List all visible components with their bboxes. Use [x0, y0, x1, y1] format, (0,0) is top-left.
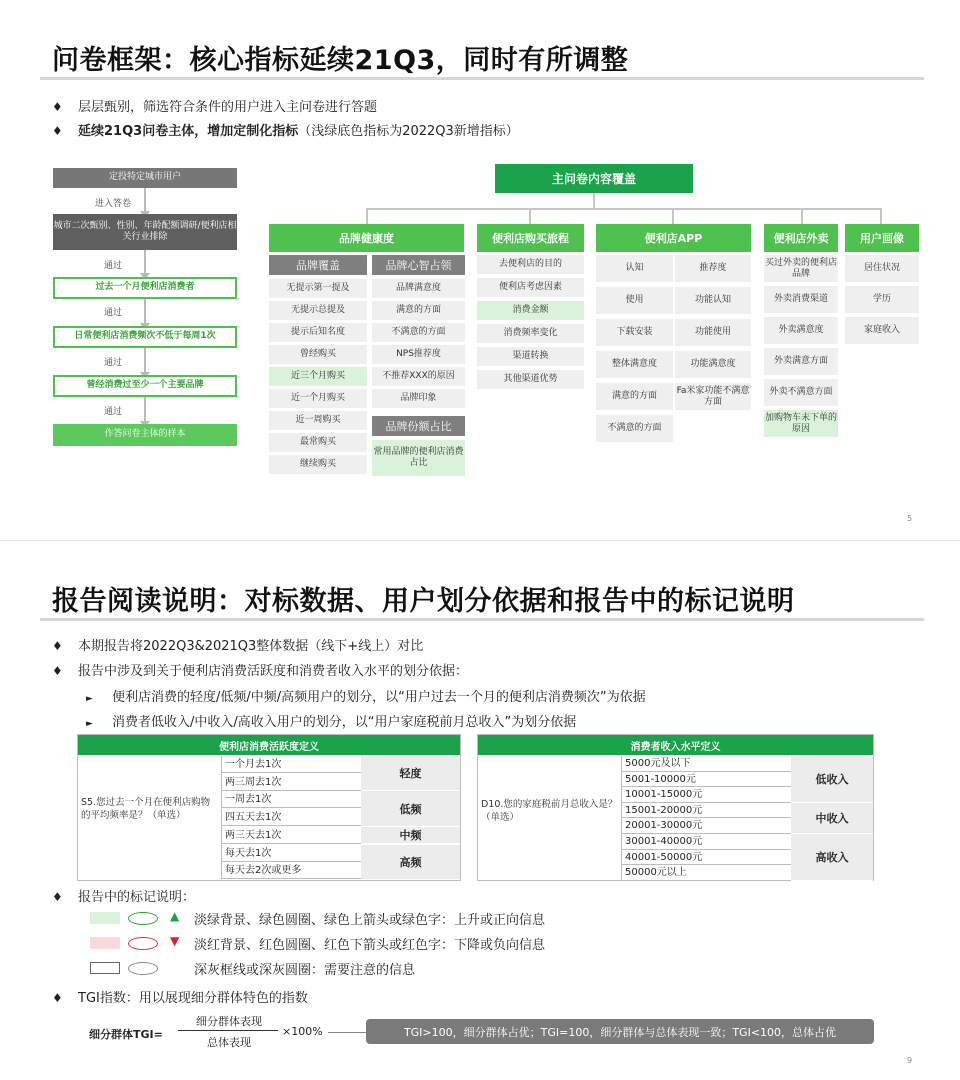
tree-cell: 学历: [845, 286, 919, 313]
flow-step-past-month: 过去一个月便利店消费者: [53, 277, 237, 299]
legend-background-swatch: [90, 962, 120, 974]
page-number: 9: [907, 1056, 913, 1065]
table-activity-definition: [77, 734, 461, 881]
tree-cell: 不满意的方面: [372, 323, 465, 342]
flow-label: 进入答卷: [94, 199, 131, 209]
flow-step-weekly-frequency: 日常便利店消费频次不低于每周1次: [53, 326, 237, 348]
diamond-bullet-icon: ♦: [52, 664, 63, 678]
table-row: 50000元以上: [621, 865, 791, 881]
tree-cell: 认知: [596, 255, 673, 282]
table-header: 消费者收入水平定义: [478, 735, 873, 755]
table-row: 10001-15000元: [621, 787, 791, 803]
tgi-lhs: 细分群体TGI=: [89, 1028, 163, 1041]
diamond-bullet-icon: ♦: [52, 100, 63, 114]
tgi-note-box: TGI>100，细分群体占优；TGI=100，细分群体与总体表现一致；TGI<100，总体占优: [366, 1019, 874, 1044]
table-group-label: 低收入: [791, 756, 873, 803]
tree-cell: 功能使用: [675, 319, 751, 346]
down-arrow-icon: ▼: [170, 934, 180, 948]
tree-cell: 近三个月购买: [269, 367, 367, 386]
bullet-markers: [52, 886, 195, 905]
table-group-label: 高收入: [791, 834, 873, 881]
diamond-bullet-icon: ♦: [52, 890, 63, 904]
tree-cell: 功能认知: [675, 287, 751, 314]
legend-circle-icon: [128, 937, 158, 950]
tree-cell: 品牌满意度: [372, 279, 465, 298]
flow-step-final-sample: 作答问卷主体的样本: [53, 424, 237, 446]
slide-title: 报告阅读说明：对标数据、用户划分依据和报告中的标记说明: [52, 586, 795, 617]
tree-cell: 其他渠道优势: [477, 370, 584, 389]
table-group-label: 中频: [361, 827, 460, 845]
tree-cell: 外卖不满意方面: [764, 379, 838, 406]
page-number: 5: [907, 514, 913, 523]
bullet-note-text: （浅绿底色指标为2022Q3新增指标）: [298, 124, 519, 139]
category-brand-health: 品牌健康度: [269, 224, 464, 252]
tree-cell: 功能满意度: [675, 351, 751, 378]
legend-text: 深灰框线或深灰圆圈：需要注意的信息: [194, 963, 416, 978]
tree-connector: [672, 208, 674, 224]
table-question: D10.您的家庭税前月总收入是？（单选）: [481, 799, 618, 823]
tree-cell: 提示后知名度: [269, 323, 367, 342]
diamond-bullet-icon: ♦: [52, 991, 63, 1005]
category-purchase-journey: 便利店购买旅程: [477, 224, 584, 252]
flow-step-screening: 城市二次甄别、性别、年龄配额调研/便利店相关行业排除: [53, 214, 237, 250]
table-row: 40001-50000元: [621, 850, 791, 866]
table-row: 每天去1次: [221, 845, 361, 862]
tree-cell: NPS推荐度: [372, 345, 465, 364]
tree-cell: 渠道转换: [477, 347, 584, 366]
sub-bullet-frequency: [86, 686, 646, 705]
table-group-label: 低频: [361, 791, 460, 826]
tree-cell: 继续购买: [269, 455, 367, 474]
table-row: 20001-30000元: [621, 818, 791, 834]
table-header: 便利店消费活跃度定义: [78, 735, 460, 755]
flow-label: 通过: [103, 358, 122, 368]
tree-cell: 居住状况: [845, 255, 919, 282]
diamond-bullet-icon: ♦: [52, 639, 63, 653]
flow-label: 通过: [103, 407, 122, 417]
legend-text: 淡红背景、红色圆圈、红色下箭头或红色字：下降或负向信息: [194, 938, 546, 953]
cell-brand-share: 常用品牌的便利店消费占比: [372, 440, 465, 476]
tree-cell: 外卖满意方面: [764, 348, 838, 375]
category-user-profile: 用户画像: [845, 224, 919, 252]
legend-background-swatch: [90, 937, 120, 949]
tgi-denominator: 总体表现: [207, 1036, 251, 1049]
tree-cell: 不满意的方面: [596, 415, 673, 442]
legend-background-swatch: [90, 912, 120, 924]
table-row: 四五天去1次: [221, 809, 361, 826]
bullet-text: TGI指数：用以展现细分群体特色的指数: [78, 991, 308, 1006]
table-income-definition: [477, 734, 874, 881]
category-delivery: 便利店外卖: [764, 224, 838, 252]
table-row: 30001-40000元: [621, 834, 791, 850]
tree-root-box: 主问卷内容覆盖: [495, 164, 693, 193]
tree-cell: 近一个月购买: [269, 389, 367, 408]
table-row: 5001-10000元: [621, 772, 791, 788]
table-row: 15001-20000元: [621, 803, 791, 819]
flow-label: 通过: [103, 261, 122, 271]
bullet-text: 本期报告将2022Q3&2021Q3整体数据（线下+线上）对比: [78, 639, 424, 654]
bullet-screening: [52, 96, 377, 115]
tree-cell: 曾经购买: [269, 345, 367, 364]
table-group-label: 轻度: [361, 756, 460, 791]
tree-cell: 外卖满意度: [764, 317, 838, 344]
up-arrow-icon: ▲: [170, 909, 180, 923]
tree-cell: 不推荐XXX的原因: [372, 367, 465, 386]
title-divider: [40, 618, 924, 621]
tree-connector: [801, 208, 803, 224]
tree-cell: 消费金额: [477, 301, 584, 320]
tree-cell: 使用: [596, 287, 673, 314]
tree-connector: [366, 208, 368, 224]
bullet-text: 报告中涉及到关于便利店消费活跃度和消费者收入水平的划分依据：: [78, 664, 469, 679]
tree-cell: 近一周购买: [269, 411, 367, 430]
table-row: 一周去1次: [221, 791, 361, 808]
table-row: 5000元及以下: [621, 756, 791, 772]
bullet-comparison: [52, 635, 423, 654]
sub-bullet-income: [86, 711, 576, 730]
tree-cell: Fa米家功能不满意方面: [675, 383, 751, 410]
tree-cell: 消费频率变化: [477, 324, 584, 343]
tree-connector: [593, 193, 595, 209]
subheading-brand-coverage: 品牌覆盖: [269, 255, 367, 275]
triangle-bullet-icon: ►: [86, 719, 93, 729]
category-app: 便利店APP: [596, 224, 751, 252]
tree-connector: [880, 208, 882, 224]
bullet-text: 层层甄别，筛选符合条件的用户进入主问卷进行答题: [78, 100, 378, 115]
subheading-brand-share: 品牌份额占比: [372, 416, 465, 436]
sub-bullet-text: 消费者低收入/中收入/高收入用户的划分，以“用户家庭税前月总收入”为划分依据: [112, 715, 577, 730]
tree-cell: 无提示第一提及: [269, 279, 367, 298]
tree-cell: 推荐度: [675, 255, 751, 282]
tree-cell: 买过外卖的便利店品牌: [764, 255, 838, 282]
tree-cell: 下载安装: [596, 319, 673, 346]
title-divider: [40, 77, 924, 80]
tree-cell: 整体满意度: [596, 351, 673, 378]
bullet-segmentation: [52, 660, 468, 679]
flow-step-main-brand: 曾经消费过至少一个主要品牌: [53, 375, 237, 397]
tgi-numerator: 细分群体表现: [196, 1015, 262, 1028]
flow-step-target-city: 定投特定城市用户: [53, 168, 237, 188]
legend-circle-icon: [128, 962, 158, 975]
tree-cell: 最常购买: [269, 433, 367, 452]
slide-report-reading-guide: [0, 540, 960, 1080]
bullet-text: 报告中的标记说明：: [78, 890, 196, 905]
legend-text: 淡绿背景、绿色圆圈、绿色上箭头或绿色字：上升或正向信息: [194, 913, 546, 928]
bullet-bold-text: 延续21Q3问卷主体，增加定制化指标: [78, 124, 299, 139]
bullet-continue: [52, 120, 519, 139]
sub-bullet-text: 便利店消费的轻度/低频/中频/高频用户的划分，以“用户过去一个月的便利店消费频次”为依据: [112, 690, 646, 705]
subheading-brand-mind: 品牌心智占领: [372, 255, 465, 275]
tree-connector: [529, 208, 531, 224]
table-group-label: 中收入: [791, 803, 873, 834]
tgi-connector: [328, 1032, 366, 1033]
tree-cell: 满意的方面: [372, 301, 465, 320]
fraction-bar: [178, 1030, 278, 1031]
legend-circle-icon: [128, 912, 158, 925]
tree-cell: 去便利店的目的: [477, 255, 584, 274]
tree-cell: 加购物车未下单的原因: [764, 410, 838, 437]
flow-label: 通过: [103, 308, 122, 318]
tree-cell: 无提示总提及: [269, 301, 367, 320]
tree-cell: 品牌印象: [372, 389, 465, 408]
table-row: 两三周去1次: [221, 774, 361, 791]
table-question: S5.您过去一个月在便利店购物的平均频率是？（单选）: [81, 797, 211, 821]
tree-cell: 家庭收入: [845, 317, 919, 344]
triangle-bullet-icon: ►: [86, 694, 93, 704]
table-row: 两三天去1次: [221, 827, 361, 844]
table-group-label: 高频: [361, 845, 460, 880]
tgi-multiplier: ×100%: [282, 1025, 323, 1038]
bullet-tgi: [52, 987, 308, 1006]
tree-cell: 外卖消费渠道: [764, 286, 838, 313]
tree-connector: [366, 208, 882, 210]
slide-title: 问卷框架：核心指标延续21Q3，同时有所调整: [52, 45, 629, 76]
tree-cell: 满意的方面: [596, 383, 673, 410]
tree-cell: 便利店考虑因素: [477, 278, 584, 297]
diamond-bullet-icon: ♦: [52, 124, 63, 138]
table-row: 每天去2次或更多: [221, 862, 361, 879]
table-row: 一个月去1次: [221, 756, 361, 773]
